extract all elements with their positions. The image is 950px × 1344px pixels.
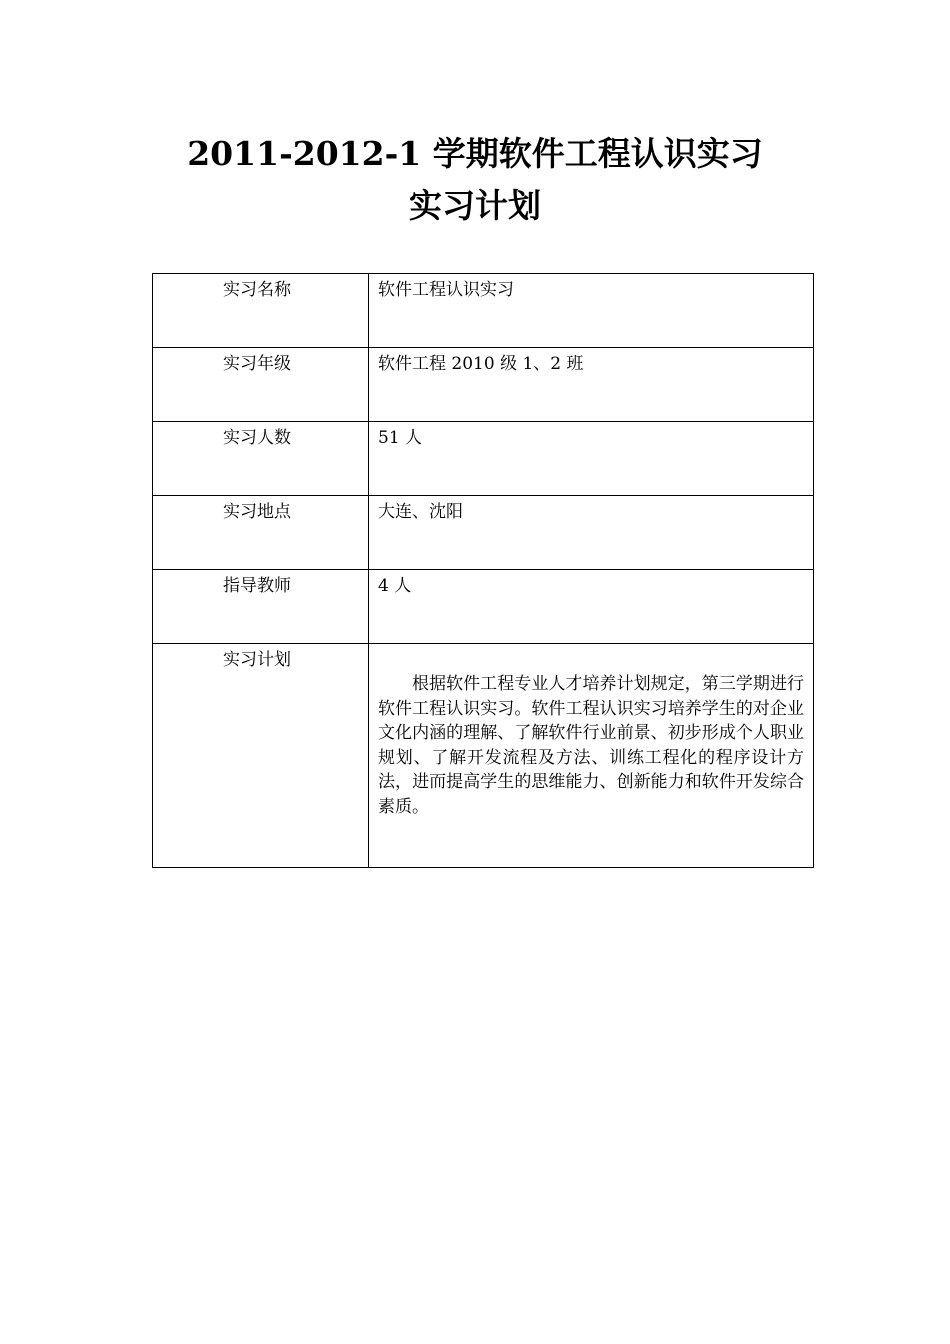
row-value [369, 644, 814, 868]
row-label: 实习计划 [153, 644, 369, 868]
table-row-location [153, 496, 814, 570]
row-label: 实习人数 [153, 422, 369, 496]
row-value: 4 人 [369, 570, 814, 644]
title-line-2: 实习计划 [409, 186, 541, 225]
document-title [0, 128, 950, 232]
row-value: 大连、沈阳 [369, 496, 814, 570]
internship-plan-table [152, 273, 814, 868]
row-label: 实习年级 [153, 348, 369, 422]
table-row-name [153, 274, 814, 348]
title-line-1: 2011-2012-1 学期软件工程认识实习 [187, 134, 763, 173]
row-label: 指导教师 [153, 570, 369, 644]
row-label: 实习地点 [153, 496, 369, 570]
table-row-grade [153, 348, 814, 422]
row-label: 实习名称 [153, 274, 369, 348]
table-row-count [153, 422, 814, 496]
row-value: 软件工程 2010 级 1、2 班 [369, 348, 814, 422]
row-value: 51 人 [369, 422, 814, 496]
table-row-plan [153, 644, 814, 868]
row-value: 软件工程认识实习 [369, 274, 814, 348]
table-row-instructors [153, 570, 814, 644]
plan-description: 根据软件工程专业人才培养计划规定，第三学期进行软件工程认识实习。软件工程认识实习培养学生的对企业文化内涵的理解、了解软件行业前景、初步形成个人职业规划、了解开发流程及方法、训练工程化的程序设计方法，进而提高学生的思维能力、创新能力和软件开发综合素质。 [378, 674, 804, 817]
